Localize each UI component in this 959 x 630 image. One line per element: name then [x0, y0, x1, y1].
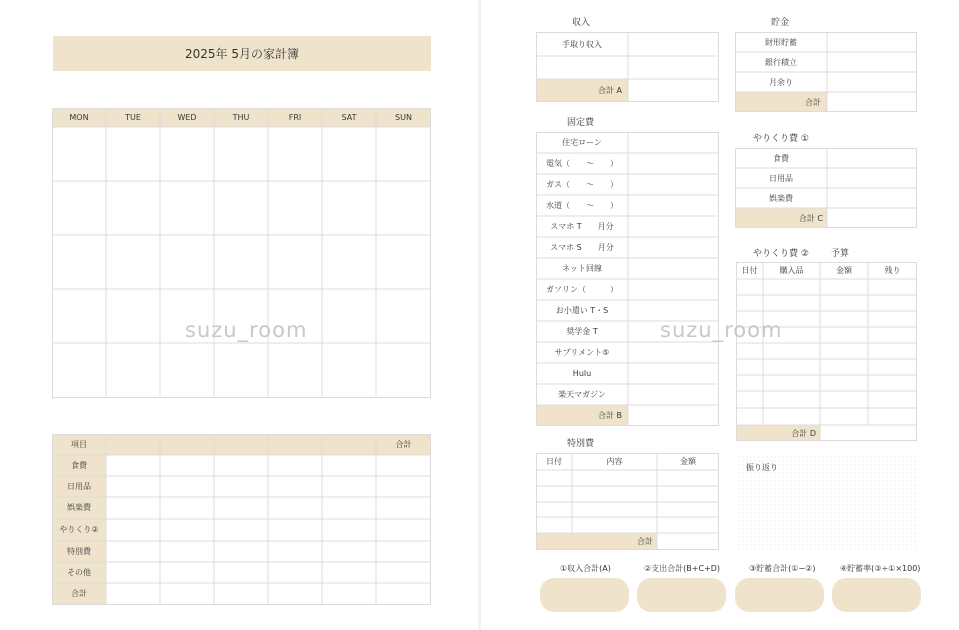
pill-label-income-total: ①収入合計(A) [560, 564, 611, 573]
income-total-label: 合計 A [597, 86, 622, 95]
savings-total-label: 合計 [805, 97, 821, 107]
calendar-grid [52, 108, 431, 398]
income-grid [536, 32, 719, 102]
summary-row-label: 特別費 [67, 547, 91, 556]
income-total-pill[interactable] [540, 578, 629, 612]
right-page [481, 0, 959, 630]
category-summary-table [52, 434, 431, 605]
weekday-thu: THU [232, 113, 250, 122]
calendar [52, 108, 431, 398]
savings-row-label: 財形貯蓄 [765, 37, 797, 47]
weekday-wed: WED [177, 113, 197, 122]
yarikuri2-grid [736, 262, 917, 441]
fixed-row-label: 奨学金 T [566, 327, 598, 336]
fixed-costs-table [536, 132, 719, 426]
summary-row-label: 日用品 [67, 482, 91, 491]
income-row-label: 手取り収入 [562, 39, 602, 49]
pill-label-expense-total: ②支出合計(B+C+D) [644, 564, 721, 573]
month-title: 2025年 5月の家計簿 [185, 47, 299, 61]
savings-rate-pill[interactable] [832, 578, 921, 612]
fixed-row-label: ネット回線 [562, 264, 602, 273]
fixed-row-label: スマホ S 月分 [550, 243, 614, 252]
yarikuri2-header-amount: 金額 [836, 266, 852, 275]
savings-row-label: 銀行積立 [765, 57, 797, 67]
watermark-right: suzu_room [660, 318, 783, 342]
yarikuri1-row-label: 娯楽費 [769, 193, 793, 203]
savings-title: 貯金 [771, 18, 790, 28]
special-costs-title: 特別費 [567, 439, 595, 449]
savings-total-pill[interactable] [735, 578, 824, 612]
fixed-row-label: 水道（ 〜 ） [546, 201, 618, 210]
yarikuri2-table [736, 262, 917, 441]
weekday-mon: MON [69, 113, 89, 122]
summary-grid [52, 434, 431, 605]
savings-table [735, 32, 917, 112]
summary-row-label: 娯楽費 [67, 503, 91, 512]
fixed-row-label: お小遣い T・S [555, 306, 609, 315]
fixed-row-label: 電気（ 〜 ） [546, 159, 618, 168]
weekday-tue: TUE [125, 113, 141, 122]
summary-header-item: 項目 [71, 440, 87, 449]
income-table [536, 32, 719, 102]
savings-row-label: 月余り [769, 77, 793, 87]
weekday-sat: SAT [341, 113, 357, 122]
summary-row-label: 食費 [71, 461, 87, 470]
month-title-banner [53, 36, 431, 71]
yarikuri2-budget-label: 予算 [831, 249, 850, 259]
special-grid [536, 453, 719, 550]
summary-header-total: 合計 [395, 440, 412, 449]
fixed-row-label: ガソリン（ ） [546, 285, 618, 294]
yarikuri1-row-label: 食費 [773, 153, 789, 163]
yarikuri2-title: やりくり費 ② [753, 249, 809, 259]
reflection-title: 振り返り [746, 463, 778, 472]
fixed-row-label: 楽天マガジン [558, 390, 606, 399]
summary-row-label: その他 [67, 568, 91, 577]
fixed-costs-title: 固定費 [567, 118, 595, 128]
yarikuri2-total-label: 合計 D [791, 428, 816, 438]
reflection-box[interactable] [737, 455, 917, 549]
weekday-sun: SUN [395, 113, 412, 122]
yarikuri2-header-remaining: 残り [884, 266, 901, 275]
special-costs-table [536, 453, 719, 550]
special-total-label: 合計 [637, 537, 653, 546]
fixed-row-label: サプリメント⑤ [554, 348, 610, 357]
pill-label-savings-total: ③貯蓄合計(①−②) [749, 564, 816, 573]
summary-row-label: 合計 [71, 589, 87, 598]
watermark-left: suzu_room [185, 318, 308, 342]
special-header-date: 日付 [546, 457, 562, 466]
yarikuri1-total-label: 合計 C [798, 213, 823, 223]
fixed-row-label: ガス（ 〜 ） [546, 180, 618, 189]
yarikuri1-grid [735, 148, 917, 228]
yarikuri1-row-label: 日用品 [769, 173, 793, 183]
fixed-row-label: 住宅ローン [562, 138, 602, 147]
yarikuri1-table [735, 148, 917, 228]
yarikuri1-title: やりくり費 ① [753, 134, 809, 144]
left-page [0, 0, 478, 630]
special-header-amount: 金額 [680, 457, 696, 466]
income-title: 収入 [572, 18, 591, 28]
special-header-content: 内容 [606, 457, 623, 466]
weekday-fri: FRI [288, 113, 302, 122]
expense-total-pill[interactable] [637, 578, 726, 612]
summary-row-label: やりくり② [59, 525, 99, 534]
yarikuri2-header-date: 日付 [741, 266, 758, 275]
fixed-total-label: 合計 B [597, 411, 622, 420]
fixed-grid [536, 132, 719, 426]
fixed-row-label: スマホ T 月分 [550, 222, 614, 231]
yarikuri2-header-item: 購入品 [779, 266, 804, 275]
fixed-row-label: Hulu [572, 369, 592, 378]
pill-label-savings-rate: ④貯蓄率(③÷①×100) [840, 564, 921, 573]
savings-grid [735, 32, 917, 112]
